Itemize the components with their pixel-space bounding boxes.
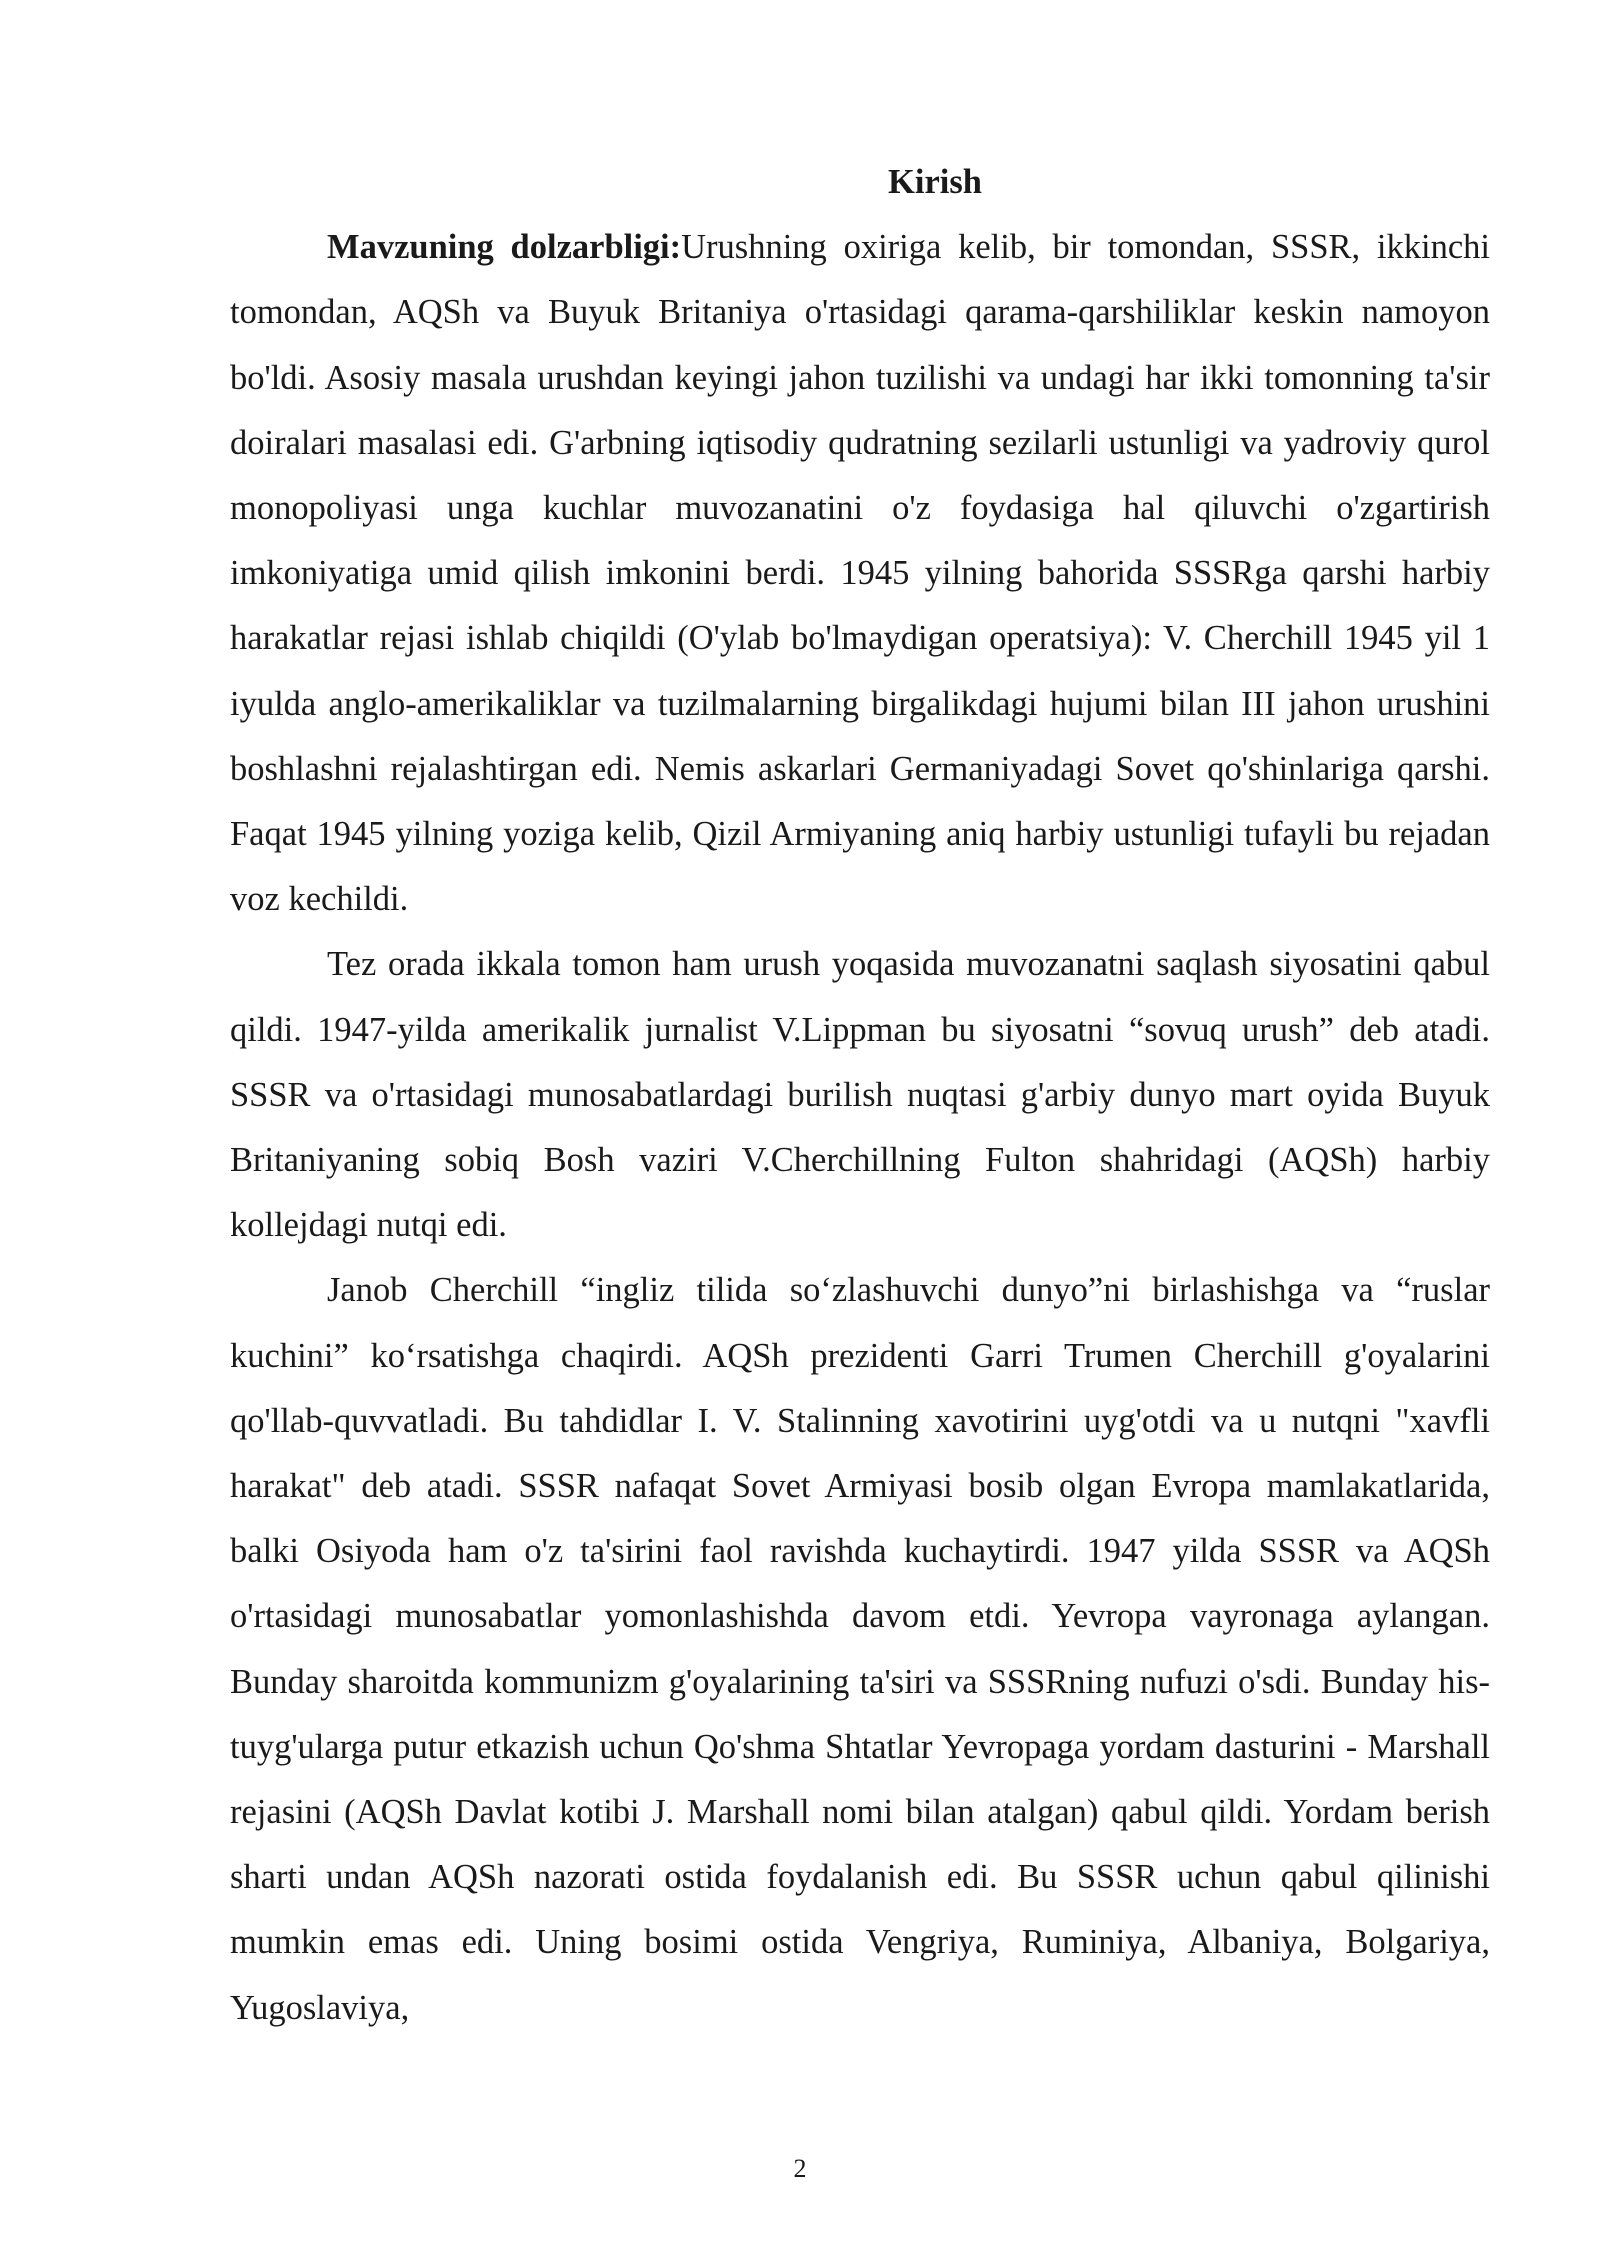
section-heading: Kirish [888, 163, 982, 201]
page-number: 2 [793, 2154, 807, 2183]
page-content [230, 150, 1490, 2041]
paragraph-3: Janob Cherchill “ingliz tilida so‘zlashuvchi dunyo”ni birlashishga va “ruslar kuchini” ko‘rsatishga chaqirdi. AQSh prezidenti Garri Trumen Cherchill g'oyalarini qo'llab-quvvatladi. Bu tahdidlar I. V. Stalinning xavotirini uyg'otdi va u nutqni "xavfli harakat" deb atadi. SSSR nafaqat Sovet Armiyasi bosib olgan Evropa mamlakatlarida, balki Osiyoda ham o'z ta'sirini faol ravishda kuchaytirdi. 1947 yilda SSSR va AQSh o'rtasidagi munosabatlar yomonlashishda davom etdi. Yevropa vayronaga aylangan. Bunday sharoitda kommunizm g'oyalarining ta'siri va SSSRning nufuzi o'sdi. Bunday his-tuyg'ularga putur etkazish uchun Qo'shma Shtatlar Yevropaga yordam dasturini - Marshall rejasini (AQSh Davlat kotibi J. Marshall nomi bilan atalgan) qabul qildi. Yordam berish sharti undan AQSh nazorati ostida foydalanish edi. Bu SSSR uchun qabul qilinishi mumkin emas edi. Uning bosimi ostida Vengriya, Ruminiya, Albaniya, Bolgariya, Yugoslaviya, [230, 1271, 1490, 2027]
paragraph-text: Urushning oxiriga kelib, bir tomondan, SSSR, ikkinchi tomondan, AQSh va Buyuk Britaniya o'rtasidagi qarama-qarshiliklar keskin namoyon bo'ldi. Asosiy masala urushdan keyingi jahon tuzilishi va undagi har ikki tomonning ta'sir doiralari masalasi edi. G'arbning iqtisodiy qudratning sezilarli ustunligi va yadroviy qurol monopoliyasi unga kuchlar muvozanatini o'z foydasiga hal qiluvchi o'zgartirish imkoniyatiga umid qilish imkonini berdi. 1945 yilning bahorida SSSRga qarshi harbiy harakatlar rejasi ishlab chiqildi (O'ylab bo'lmaydigan operatsiya): V. Cherchill 1945 yil 1 iyulda anglo-amerikaliklar va tuzilmalarning birgalikdagi hujumi bilan III jahon urushini boshlashni rejalashtirgan edi. Nemis askarlari Germaniyadagi Sovet qo'shinlariga qarshi. Faqat 1945 yilning yoziga kelib, Qizil Armiyaning aniq harbiy ustunligi tufayli bu rejadan voz kechildi. [230, 228, 1490, 919]
paragraph-2: Tez orada ikkala tomon ham urush yoqasida muvozanatni saqlash siyosatini qabul qildi. 1947-yilda amerikalik jurnalist V.Lippman bu siyosatni “sovuq urush” deb atadi. SSSR va o'rtasidagi munosabatlardagi burilish nuqtasi g'arbiy dunyo mart oyida Buyuk Britaniyaning sobiq Bosh vaziri V.Cherchillning Fulton shahridagi (AQSh) harbiy kollejdagi nutqi edi. [230, 945, 1490, 1245]
paragraph-1 [230, 215, 1490, 932]
paragraph-lead: Mavzuning dolzarbligi: [327, 228, 682, 267]
